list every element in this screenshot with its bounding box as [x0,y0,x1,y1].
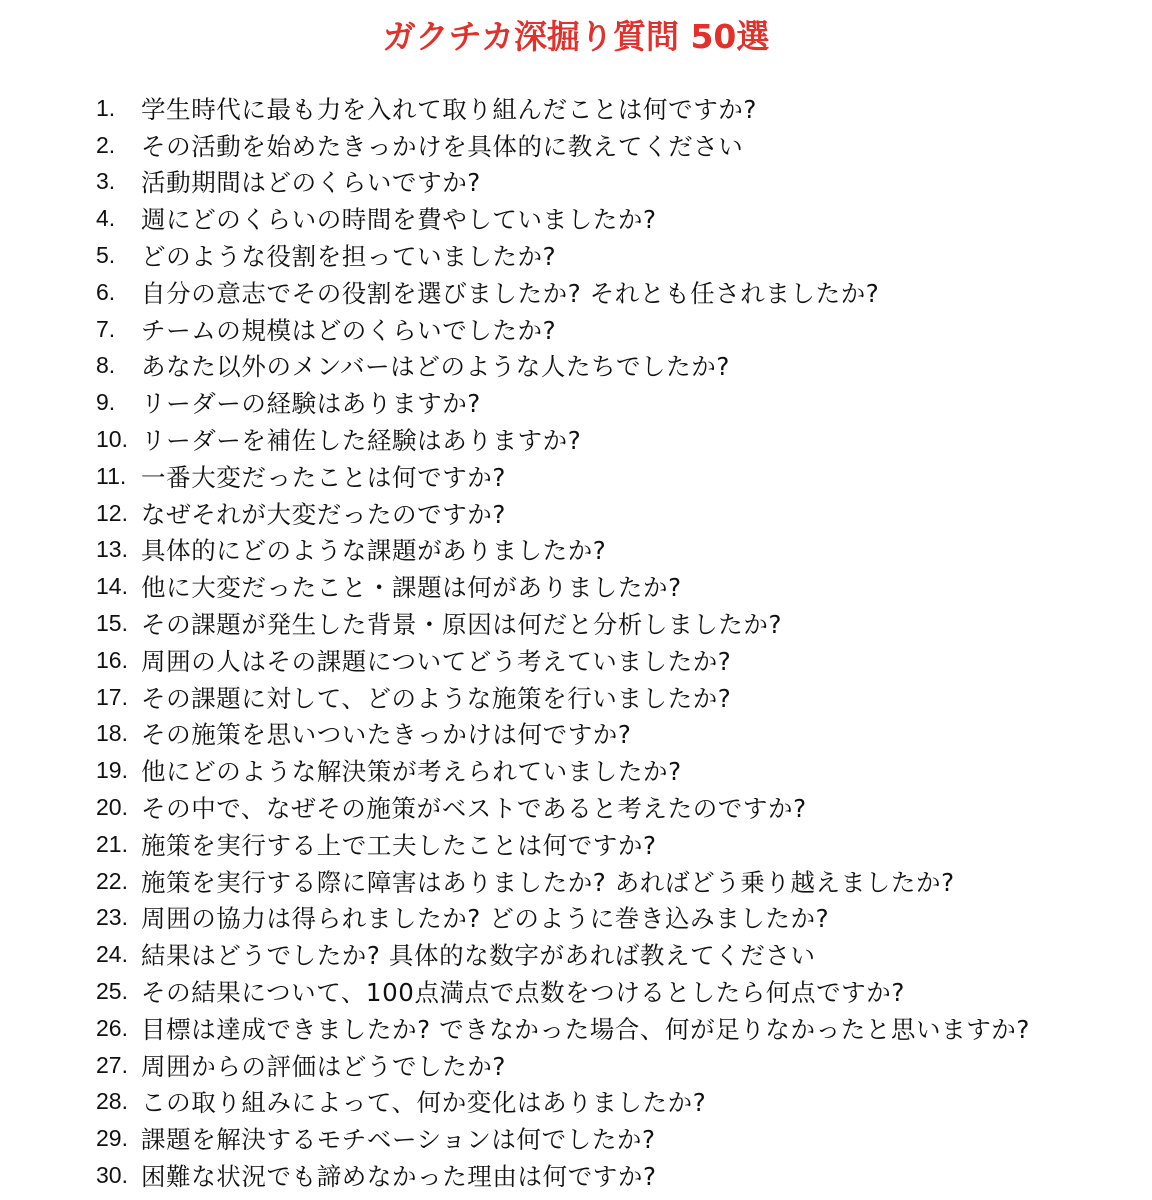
question-text: その活動を始めたきっかけを具体的に教えてください [141,131,744,161]
question-text: 具体的にどのような課題がありましたか? [141,536,607,566]
question-item [96,458,1030,495]
question-item [96,237,1030,274]
question-number: 6. [96,278,116,305]
question-number: 22. [96,867,128,894]
question-text: 周囲の人はその課題についてどう考えていましたか? [141,646,732,676]
question-number: 28. [96,1088,128,1115]
question-number: 25. [96,978,128,1005]
question-text: その中で、なぜその施策がベストであると考えたのですか? [141,794,807,824]
question-number: 15. [96,610,128,637]
question-item [96,900,1030,937]
question-item [96,716,1030,753]
question-item [96,679,1030,716]
question-text: 週にどのくらいの時間を費やしていましたか? [141,205,657,235]
question-text: 一番大変だったことは何ですか? [141,462,507,492]
question-number: 23. [96,904,128,931]
question-number: 30. [96,1162,128,1188]
question-item [96,421,1030,458]
question-text: 課題を解決するモチベーションは何でしたか? [141,1125,656,1155]
question-item [96,1120,1030,1157]
question-number: 1. [96,94,116,121]
question-text: 他に大変だったこと・課題は何がありましたか? [141,573,682,603]
question-item [96,863,1030,900]
question-item [96,127,1030,164]
question-number: 14. [96,573,128,600]
question-number: 3. [96,168,116,195]
question-text: その課題が発生した背景・原因は何だと分析しましたか? [141,610,783,640]
question-item [96,1010,1030,1047]
question-number: 19. [96,757,128,784]
question-number: 4. [96,205,116,232]
question-text: なぜそれが大変だったのですか? [141,499,507,529]
question-number: 5. [96,242,116,269]
question-text: 困難な状況でも諦めなかった理由は何ですか? [141,1162,657,1191]
question-text: その結果について、100点満点で点数をつけるとしたら何点ですか? [141,978,905,1008]
question-item [96,752,1030,789]
question-number: 26. [96,1014,128,1041]
question-item [96,789,1030,826]
question-item [96,568,1030,605]
question-item [96,311,1030,348]
question-item [96,532,1030,569]
question-item [96,90,1030,127]
question-text: 施策を実行する際に障害はありましたか? あればどう乗り越えましたか? [141,867,955,897]
question-number: 18. [96,720,128,747]
question-text: その施策を思いついたきっかけは何ですか? [141,720,632,750]
question-item [96,1047,1030,1084]
question-number: 2. [96,131,116,158]
question-text: 自分の意志でその役割を選びましたか? それとも任されましたか? [141,278,880,308]
question-number: 13. [96,536,128,563]
question-item [96,1084,1030,1121]
question-item [96,605,1030,642]
question-item [96,200,1030,237]
question-text: どのような役割を担っていましたか? [141,242,557,272]
question-number: 9. [96,389,116,416]
question-list [96,90,1030,1194]
question-number: 8. [96,352,116,379]
question-number: 7. [96,315,116,342]
question-item [96,973,1030,1010]
question-item [96,164,1030,201]
question-number: 27. [96,1051,128,1078]
question-number: 20. [96,794,128,821]
question-text: 周囲からの評価はどうでしたか? [141,1051,507,1081]
question-text: 他にどのような解決策が考えられていましたか? [141,757,682,787]
question-item [96,384,1030,421]
question-number: 21. [96,830,128,857]
question-number: 12. [96,499,128,526]
question-item [96,1157,1030,1194]
question-text: この取り組みによって、何か変化はありましたか? [141,1088,707,1118]
question-text: リーダーを補佐した経験はありますか? [141,426,582,456]
question-text: リーダーの経験はありますか? [141,389,481,419]
question-number: 10. [96,426,128,453]
question-text: 結果はどうでしたか? 具体的な数字があれば教えてください [141,941,816,971]
question-text: 施策を実行する上で工夫したことは何ですか? [141,830,657,860]
question-number: 16. [96,646,128,673]
question-text: あなた以外のメンバーはどのような人たちでしたか? [141,352,730,382]
page-title: ガクチカ深掘り質問 50選 [382,17,770,56]
question-item [96,495,1030,532]
question-text: 活動期間はどのくらいですか? [141,168,481,198]
question-number: 24. [96,941,128,968]
question-item [96,348,1030,385]
question-item [96,826,1030,863]
question-number: 11. [96,462,127,489]
question-item [96,274,1030,311]
question-item [96,642,1030,679]
question-number: 17. [96,683,128,710]
question-text: 学生時代に最も力を入れて取り組んだことは何ですか? [141,94,758,124]
question-item [96,936,1030,973]
question-text: 目標は達成できましたか? できなかった場合、何が足りなかったと思いますか? [141,1014,1030,1044]
question-text: 周囲の協力は得られましたか? どのように巻き込みましたか? [141,904,830,934]
question-text: その課題に対して、どのような施策を行いましたか? [141,683,732,713]
question-number: 29. [96,1125,128,1152]
question-text: チームの規模はどのくらいでしたか? [141,315,557,345]
